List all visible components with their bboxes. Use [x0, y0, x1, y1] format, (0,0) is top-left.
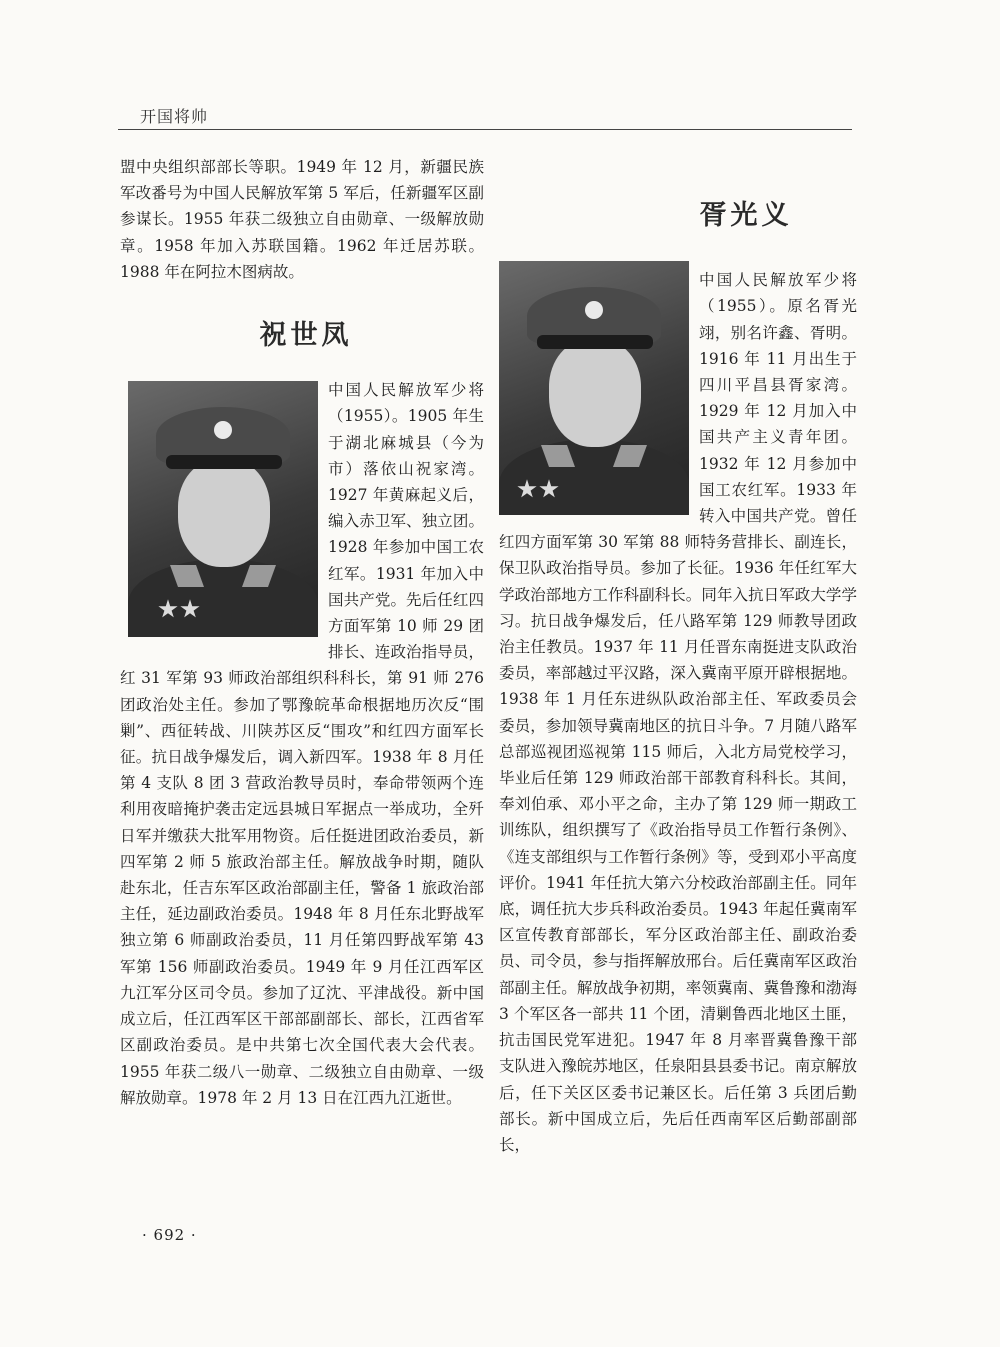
- portrait-photo-zhu-shifeng: [128, 381, 318, 637]
- entry-title-zhu-shifeng: 祝世凤: [259, 320, 353, 352]
- running-head: 开国将帅: [140, 107, 209, 126]
- portrait-photo-xu-guangyi: [499, 261, 689, 515]
- entry-body-xu-guangyi: 中国人民解放军少将（1955）。原名胥光翊，别名许鑫、胥明。1916 年 11 月出生于四川平昌县胥家湾。1929 年 12 月加入中国共产主义青年团。1932 年 12 月参加中国工农红军。1933 年转入中国共产党。曾任红四方面军第 30 军第 88 师特务营排长、副连长，保卫队政治指导员。参加了长征。1936 年任红军大学政治部地方工作科副科长。同年入抗日军政大学学习。抗日战争爆发后，任八路军第 129 师教导团政治主任教员。1937 年 11 月任晋东南挺进支队政治委员，率部越过平汉路，深入冀南平原开辟根据地。1938 年 1 月任东进纵队政治部主任、军政委员会委员，参加领导冀南地区的抗日斗争。7 月随八路军总部巡视团巡视第 115 师后，入北方局党校学习，毕业后任第 129 师政治部干部教育科科长。其间，奉刘伯承、邓小平之命，主办了第 129 师一期政工训练队，组织撰写了《政治指导员工作暂行条例》、《连支部组织与工作暂行条例》等，受到邓小平高度评价。1941 年任抗大第六分校政治部副主任。同年底，调任抗大步兵科政治委员。1943 年起任冀南军区宣传教育部部长，军分区政治部主任、副政治委员、司令员，参与指挥解放邢台。后任冀南军区政治部副主任。解放战争初期，率领冀南、冀鲁豫和渤海 3 个军区各一部共 11 个团，清剿鲁西北地区土匪，抗击国民党军进犯。1947 年 8 月率晋冀鲁豫干部支队进入豫皖苏地区，任泉阳县县委书记。南京解放后，任下关区区委书记兼区长。后任第 3 兵团后勤部长。新中国成立后，先后任西南军区后勤部副部长，: [499, 271, 857, 1154]
- right-column: [499, 200, 857, 1158]
- entry-title-xu-guangyi: 胥光义: [699, 200, 793, 231]
- page-number: · 692 ·: [142, 1226, 197, 1244]
- continued-text: 盟中央组织部部长等职。1949 年 12 月，新疆民族军改番号为中国人民解放军第 5 军后，任新疆军区副参谋长。1955 年获二级独立自由勋章、一级解放勋章。1958 年加入苏联国籍。1962 年迁居苏联。1988 年在阿拉木图病故。: [120, 158, 484, 281]
- left-column: [120, 154, 484, 1111]
- header-rule: [118, 129, 852, 130]
- entry-body-zhu-shifeng: 中国人民解放军少将（1955）。1905 年生于湖北麻城县（今为市）落依山祝家湾。1927 年黄麻起义后，编入赤卫军、独立团。1928 年参加中国工农红军。1931 年加入中国共产党。先后任红四方面军第 10 师 29 团排长、连政治指导员，红 31 军第 93 师政治部组织科科长，第 91 师 276 团政治处主任。参加了鄂豫皖革命根据地历次反“围剿”、西征转战、川陕苏区反“围攻”和红四方面军长征。抗日战争爆发后，调入新四军。1938 年 8 月任第 4 支队 8 团 3 营政治教导员时，奉命带领两个连利用夜暗掩护袭击定远县城日军据点一举成功，全歼日军并缴获大批军用物资。后任挺进团政治委员，新四军第 2 师 5 旅政治部主任。解放战争时期，随队赴东北，任吉东军区政治部副主任，警备 1 旅政治部主任，延边副政治委员。1948 年 8 月任东北野战军独立第 6 师副政治委员，11 月任第四野战军第 43 军第 156 师副政治委员。1949 年 9 月任江西军区九江军分区司令员。参加了辽沈、平津战役。新中国成立后，任江西军区干部部副部长、部长，江西省军区副政治委员。是中共第七次全国代表大会代表。1955 年获二级八一勋章、二级独立自由勋章、一级解放勋章。1978 年 2 月 13 日在江西九江逝世。: [120, 381, 484, 1107]
